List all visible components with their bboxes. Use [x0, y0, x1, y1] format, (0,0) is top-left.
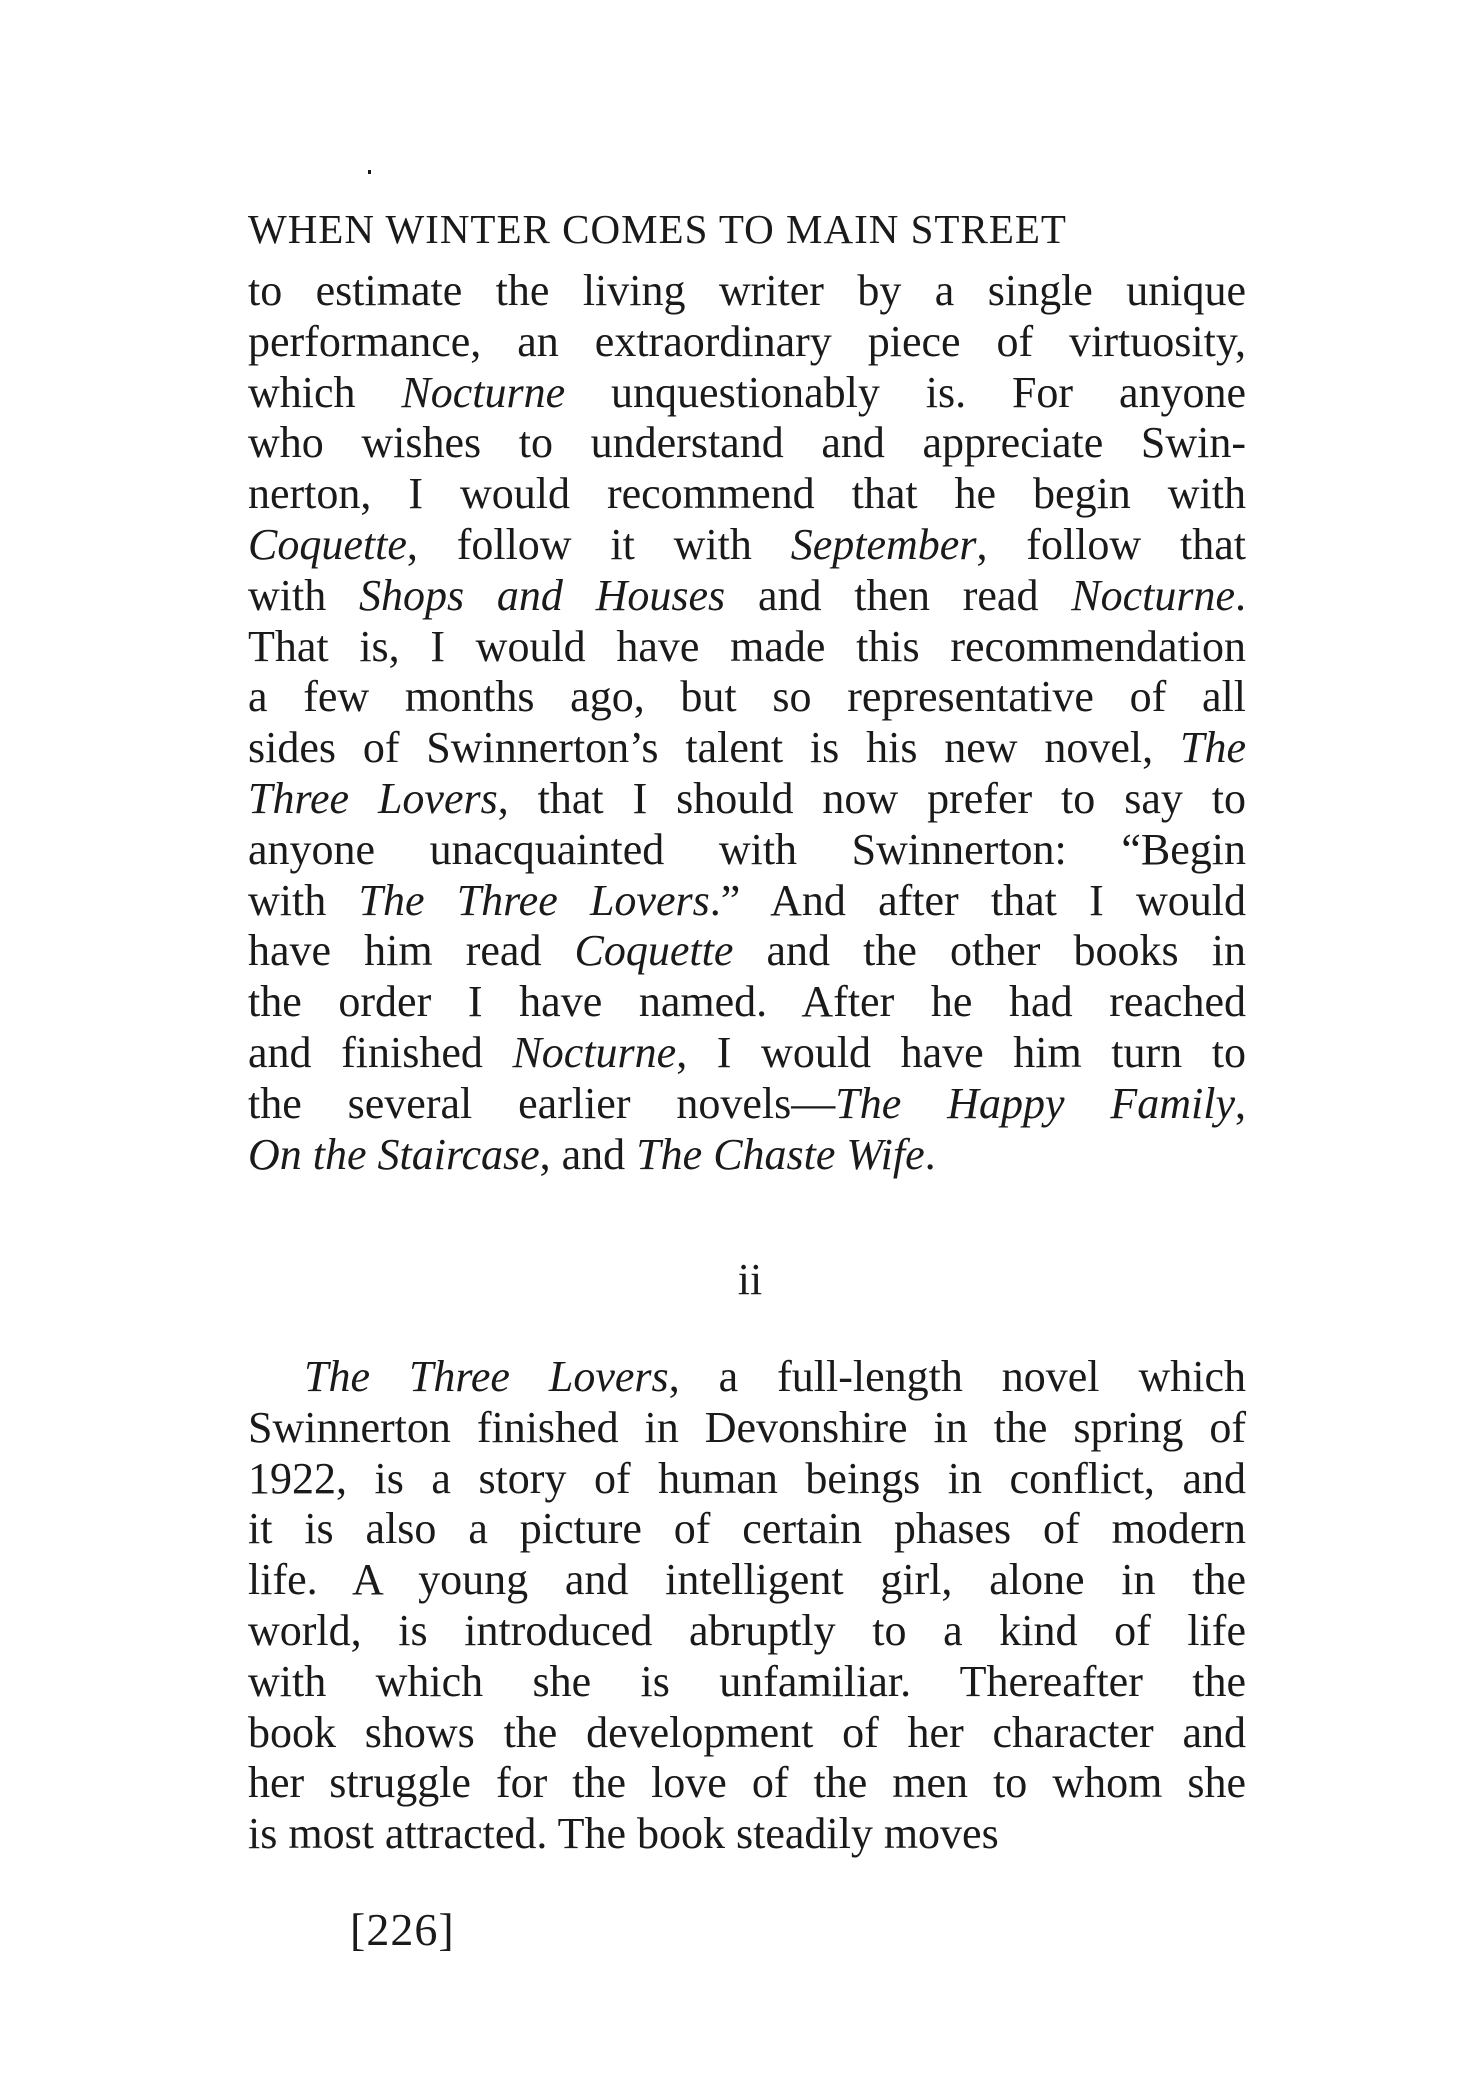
text-run: a few months ago, but so representative of all [248, 672, 1246, 722]
italic-title: The Three Lovers [304, 1352, 669, 1401]
text-run: nerton, I would recommend that he begin with [248, 469, 1246, 519]
text-line [248, 672, 1246, 723]
italic-title: Three Lovers [248, 773, 498, 823]
text-run: . [1234, 570, 1246, 620]
italic-title: Coquette [574, 926, 734, 976]
italic-title: The Chaste Wife [636, 1129, 925, 1179]
text-run: it is also a picture of certain phases of modern [248, 1504, 1246, 1554]
text-run: to estimate the living writer by a single unique [248, 266, 1246, 315]
text-run: , follow that [976, 519, 1246, 569]
text-run: book shows the development of her character and [248, 1707, 1246, 1757]
running-head: WHEN WINTER COMES TO MAIN STREET [248, 206, 1067, 252]
text-run: performance, an extraordinary piece of virtuosity, [248, 316, 1246, 366]
italic-title: September [790, 519, 977, 569]
text-run: 1922, is a story of human beings in conflict, and [248, 1453, 1246, 1503]
text-run: , a full-length novel which [668, 1352, 1247, 1401]
text-line [248, 469, 1246, 520]
italic-title: Coquette [248, 519, 407, 569]
text-run: and finished [248, 1027, 513, 1077]
italic-title: The Happy Family [835, 1078, 1236, 1128]
text-line [248, 418, 1246, 469]
text-run: , I would have him turn to [676, 1027, 1246, 1077]
text-line [248, 1028, 1246, 1079]
text-line [248, 1454, 1246, 1505]
text-run: the order I have named. After he had reached [248, 977, 1246, 1027]
text-run: which [248, 367, 402, 417]
italic-title: The Three Lovers [358, 875, 710, 925]
italic-title: The [1180, 723, 1246, 773]
text-run: the several earlier novels— [248, 1078, 836, 1128]
text-line [248, 1079, 1246, 1130]
text-line [248, 520, 1246, 571]
text-run: life. A young and intelligent girl, alone in the [248, 1555, 1246, 1605]
text-run: sides of Swinnerton’s talent is his new novel, [248, 723, 1180, 773]
text-line [248, 1758, 1246, 1809]
text-run: have him read [248, 926, 575, 976]
italic-title: Nocturne [401, 367, 566, 417]
text-line [248, 1708, 1246, 1759]
text-line [248, 926, 1246, 977]
text-run: and the other books in [733, 926, 1246, 976]
text-run: who wishes to understand and appreciate Swin- [248, 418, 1246, 468]
text-line [248, 876, 1246, 927]
text-run: with which she is unfamiliar. Thereafter the [248, 1656, 1246, 1706]
text-run: Swinnerton finished in Devonshire in the spring of [248, 1402, 1246, 1452]
text-line [248, 1555, 1246, 1606]
text-run: her struggle for the love of the men to whom she [248, 1758, 1246, 1808]
text-run: with [248, 570, 359, 620]
print-speck [368, 170, 371, 174]
text-line [248, 723, 1246, 774]
text-line [248, 368, 1246, 419]
italic-title: Nocturne [1071, 570, 1235, 620]
italic-title: Nocturne [512, 1027, 677, 1077]
text-line [248, 1657, 1246, 1708]
paragraph-2 [248, 1352, 1246, 1860]
text-run: anyone unacquainted with Swinnerton: “Begin [248, 824, 1246, 874]
text-line [248, 1606, 1246, 1657]
italic-title: Shops and Houses [358, 570, 726, 620]
text-line [248, 1403, 1246, 1454]
text-run: , follow it with [406, 519, 791, 569]
text-run: , that I should now prefer to say to [497, 773, 1247, 823]
text-line [248, 1809, 1246, 1860]
text-run: with [248, 875, 359, 925]
page-number: [226] [350, 1904, 455, 1955]
text-run: and then read [725, 570, 1072, 620]
text-line [248, 266, 1246, 317]
text-line [248, 1504, 1246, 1555]
text-line [248, 1130, 1246, 1181]
text-line [248, 571, 1246, 622]
text-line [248, 317, 1246, 368]
italic-title: On the Staircase [248, 1129, 540, 1179]
text-run: unquestionably is. For anyone [565, 367, 1247, 417]
text-run: , [1235, 1078, 1247, 1128]
text-run: is most attracted. The book steadily moves [248, 1809, 999, 1859]
text-run: That is, I would have made this recommendation [248, 621, 1246, 671]
text-run: , and [539, 1129, 637, 1179]
text-run: .” And after that I would [709, 875, 1246, 925]
text-line [248, 977, 1246, 1028]
section-number: ii [737, 1255, 763, 1304]
text-line [248, 825, 1246, 876]
paragraph-1 [248, 266, 1246, 1180]
text-run: world, is introduced abruptly to a kind of life [248, 1605, 1246, 1655]
text-line [248, 1352, 1246, 1403]
text-line [248, 622, 1246, 673]
text-run: . [924, 1129, 936, 1179]
text-line [248, 774, 1246, 825]
